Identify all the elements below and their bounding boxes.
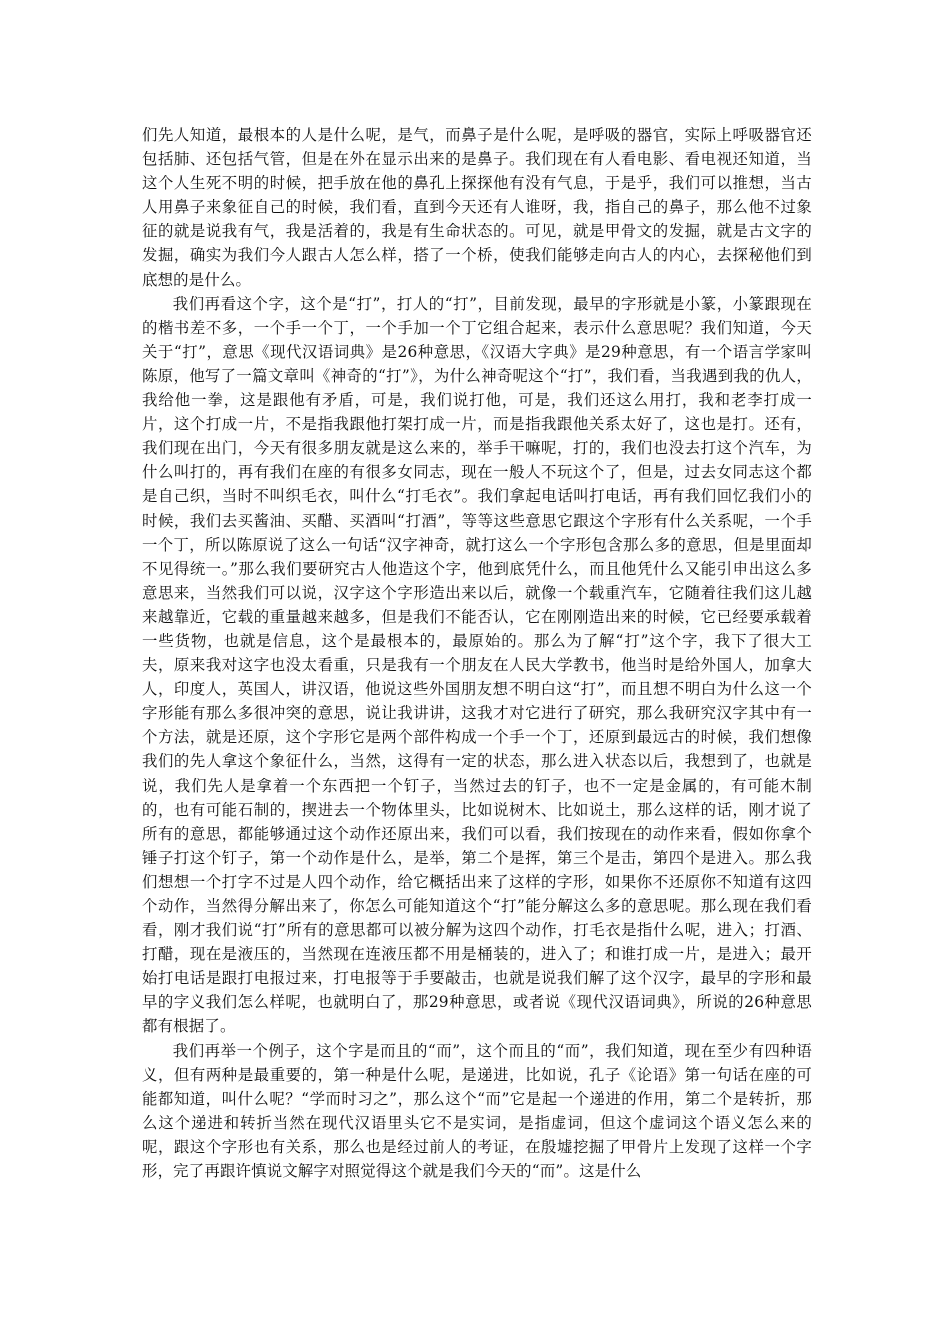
paragraph-3: 我们再举一个例子，这个字是而且的“而”，这个而且的“而”，我们知道，现在至少有四种语义，但有两种是最重要的，第一种是什么呢，是递进，比如说，孔子《论语》第一句话在座的可能都知道，叫什么呢？“学而时习之”，那么这个“而”它是起一个递进的作用，第二个是转折，那么这个递进和转折当然在现代汉语里头它不是实词，是指虚词，但这个虚词这个语义怎么来的呢，跟这个字形也有关系，那么也是经过前人的考证，在殷墟挖掘了甲骨片上发现了这样一个字形，完了再跟许慎说文解字对照觉得这个就是我们今天的“而”。这是什么 <box>142 1041 812 1181</box>
paragraph-1: 们先人知道，最根本的人是什么呢，是气，而鼻子是什么呢，是呼吸的器官，实际上呼吸器官还包括肺、还包括气管，但是在外在显示出来的是鼻子。我们现在有人看电影、看电视还知道，当这个人生死不明的时候，把手放在他的鼻孔上探探他有没有气息，于是乎，我们可以推想，当古人用鼻子来象征自己的时候，我们看，直到今天还有人谁呀，我，指自己的鼻子，那么他不过象征的就是说我有气，我是活着的，我是有生命状态的。可见，就是甲骨文的发掘，就是古文字的发掘，确实为我们今人跟古人怎么样，搭了一个桥，使我们能够走向古人的内心，去探秘他们到底想的是什么。 <box>142 126 812 289</box>
body-text <box>142 123 812 1183</box>
paragraph-2: 我们再看这个字，这个是“打”，打人的“打”，目前发现，最早的字形就是小篆，小篆跟现在的楷书差不多，一个手一个丁，一个手加一个丁它组合起来，表示什么意思呢？我们知道，今天关于“打”，意思《现代汉语词典》是26种意思，《汉语大字典》是29种意思，有一个语言学家叫陈原，他写了一篇文章叫《神奇的“打”》，为什么神奇呢这个“打”，我们看，当我遇到我的仇人，我给他一拳，这是跟他有矛盾，可是，我们说打他，可是，我们还这么用打，我和老李打成一片，这个打成一片，不是指我跟他打架打成一片，而是指我跟他关系太好了，这也是打。还有，我们现在出门，今天有很多朋友就是这么来的，举手干嘛呢，打的，我们也没去打这个汽车，为什么叫打的，再有我们在座的有很多女同志，现在一般人不玩这个了，但是，过去女同志这个都是自己织，当时不叫织毛衣，叫什么“打毛衣”。我们拿起电话叫打电话，再有我们回忆我们小的时候，我们去买酱油、买醋、买酒叫“打酒”，等等这些意思它跟这个字形有什么关系呢，一个手一个丁，所以陈原说了这么一句话“汉字神奇，就打这么一个字形包含那么多的意思，但是里面却不见得统一。”那么我们要研究古人他造这个字，他到底凭什么，而且他凭什么又能引申出这么多意思来，当然我们可以说，汉字这个字形造出来以后，就像一个载重汽车，它随着往我们这儿越来越靠近，它载的重量越来越多，但是我们不能否认，它在刚刚造出来的时候，它已经要承载着一些货物，也就是信息，这个是最根本的，最原始的。那么为了解“打”这个字，我下了很大工夫，原来我对这字也没太看重，只是我有一个朋友在人民大学教书，他当时是给外国人，加拿大人，印度人，英国人，讲汉语，他说这些外国朋友想不明白这“打”，而且想不明白为什么这一个字形能有那么多很冲突的意思，说让我讲讲，这我才对它进行了研究，那么我研究汉字其中有一个方法，就是还原，这个字形它是两个部件构成一个手一个丁，还原到最远古的时候，我们想像我们的先人拿这个象征什么，当然，这得有一定的状态，那么进入状态以后，我想到了，也就是说，我们先人是拿着一个东西把一个钉子，当然过去的钉子，也不一定是金属的，有可能木制的，也有可能石制的，揳进去一个物体里头，比如说树木、比如说土，那么这样的话，刚才说了所有的意思，都能够通过这个动作还原出来，我们可以看，我们按现在的动作来看，假如你拿个锤子打这个钉子，第一个动作是什么，是举，第二个是挥，第三个是击，第四个是进入。那么我们想想一个打字不过是人四个动作，给它概括出来了这样的字形，如果你不还原你不知道有这四个动作，当然得分解出来了，你怎么可能知道这个“打”能分解这么多的意思呢。那么现在我们看看，刚才我们说“打”所有的意思都可以被分解为这四个动作，打毛衣是指什么呢，进入；打酒、打醋，现在是液压的，当然现在连液压都不用是桶装的，进入了；和谁打成一片，是进入；最开始打电话是跟打电报过来，打电报等于手要敲击，也就是说我们解了这个汉字，最早的字形和最早的字义我们怎么样呢，也就明白了，那29种意思，或者说《现代汉语词典》，所说的26种意思都有根据了。 <box>142 294 812 1036</box>
